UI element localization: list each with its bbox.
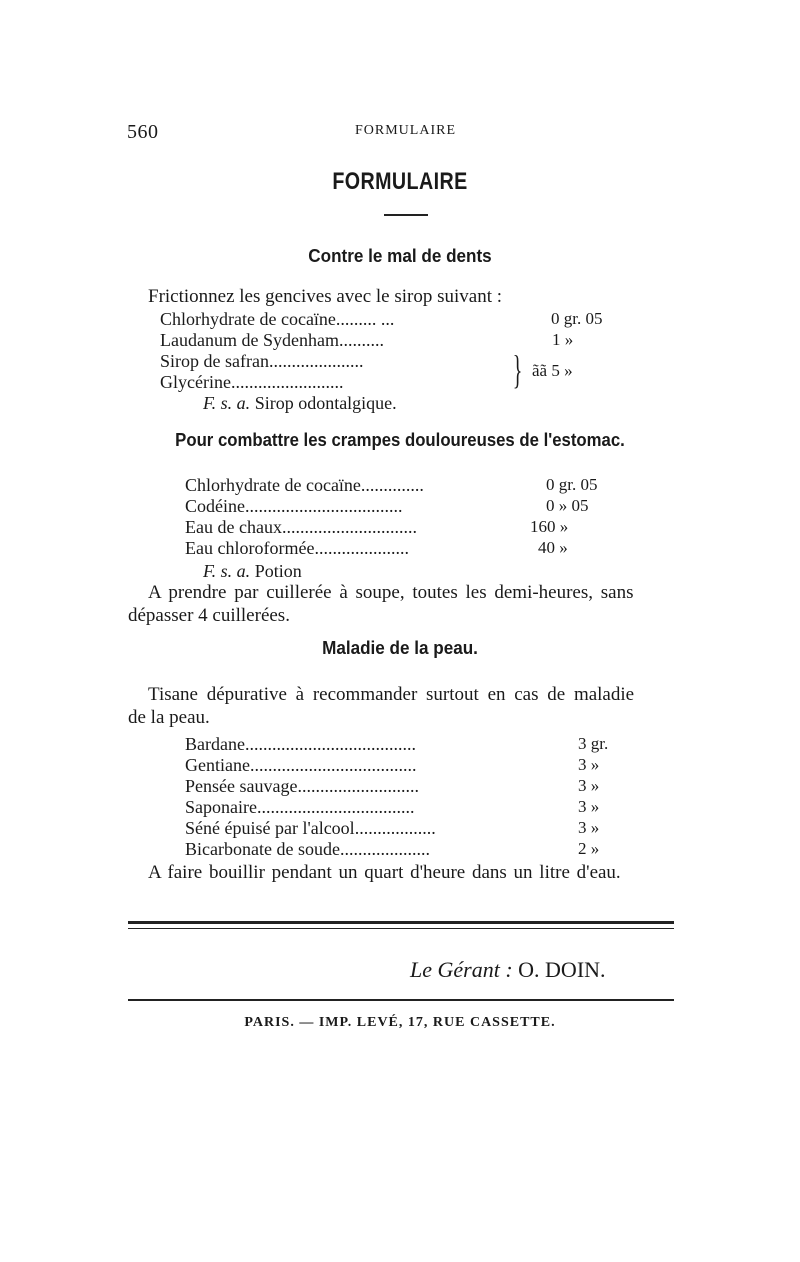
ingredient-name: Eau chloroformée [185,538,315,558]
leader-dots: .............. [360,475,424,495]
ingredient-row [185,797,414,818]
ingredient-qty: 40 » [538,538,568,557]
page-title: FORMULAIRE [332,168,468,195]
ingredient-row [160,330,384,351]
ingredient-name: Pensée sauvage [185,776,298,796]
ingredient-name: Glycérine [160,372,231,392]
ingredient-row [185,538,409,559]
ingredient-qty: 0 » 05 [546,496,589,515]
ingredient-qty: 2 » [578,839,600,858]
ingredient-qty: 160 » [530,517,569,536]
page-number: 560 [127,121,159,143]
leader-dots: ..................... [268,351,364,371]
ingredient-qty: 3 » [578,776,600,795]
instructions-line: A prendre par cuillerée à soupe, toutes les demi-heures, sans [148,582,634,603]
section-heading-toothache: Contre le mal de dents [308,246,492,266]
footnote-text: Potion [254,561,302,581]
footnote-prefix: F. s. a. [203,561,251,581]
leader-dots: ................................... [245,496,403,516]
ingredient-name: Chlorhydrate de cocaïne [185,475,361,495]
ingredient-row [185,734,416,755]
ingredient-row [185,517,417,538]
ingredient-qty: 3 » [578,755,600,774]
leader-dots: ...................................... [244,734,416,754]
leader-dots: .................... [339,839,430,859]
ingredient-row [185,818,436,839]
instructions-line: dépasser 4 cuillerées. [128,605,290,626]
section-intro: Tisane dépurative à recommander surtout en cas de maladie [148,684,635,705]
ingredient-name: Bicarbonate de soude [185,839,340,859]
leader-dots: .............................. [281,517,417,537]
title-rule [384,214,428,216]
ingredient-row [160,372,343,393]
ingredient-qty: 1 » [552,330,574,349]
running-title: FORMULAIRE [355,123,457,138]
leader-dots: .......... [338,330,384,350]
footnote-prefix: F. s. a. [203,393,251,413]
ingredient-qty: 3 » [578,818,600,837]
footnote [203,393,397,414]
shared-qty: ãã 5 » [532,361,573,380]
ingredient-row [185,475,424,496]
signature-label: Le Gérant : [410,957,513,982]
signature-name: O. DOIN. [518,957,606,982]
ingredient-name: Laudanum de Sydenham [160,330,339,350]
divider-rule [128,921,674,924]
section-heading-cramps: Pour combattre les crampes douloureuses de l'estomac. [175,430,625,450]
leader-dots: ..................................... [249,755,417,775]
leader-dots: ........................... [297,776,419,796]
leader-dots: ......................... [230,372,344,392]
ingredient-name: Saponaire [185,797,257,817]
footnote [203,561,302,582]
ingredient-qty: 0 gr. 05 [546,475,598,494]
ingredient-name: Séné épuisé par l'alcool [185,818,355,838]
divider-rule [128,928,674,929]
ingredient-row [185,839,430,860]
ingredient-name: Codéine [185,496,245,516]
ingredient-name: Bardane [185,734,245,754]
ingredient-row [185,755,416,776]
ingredient-row [160,351,363,372]
leader-dots: ................................... [256,797,415,817]
leader-dots: ......... ... [335,309,395,329]
ingredient-row [160,309,492,330]
closing-instruction: A faire bouillir pendant un quart d'heure dans un litre d'eau. [148,862,621,883]
section-intro: de la peau. [128,707,210,728]
ingredient-row [185,496,403,517]
ingredient-qty: 3 » [578,797,600,816]
section-heading-skin: Maladie de la peau. [322,638,478,658]
ingredient-qty: 0 gr. 05 [551,309,603,328]
section-intro: Frictionnez les gencives avec le sirop suivant : [148,286,503,307]
ingredient-name: Sirop de safran [160,351,269,371]
leader-dots: .................. [354,818,436,838]
brace: } [512,347,523,392]
signature [410,957,606,983]
ingredient-name: Eau de chaux [185,517,282,537]
ingredient-row [185,776,419,797]
printer-footer: PARIS. — IMP. LEVÉ, 17, RUE CASSETTE. [244,1015,556,1030]
ingredient-name: Chlorhydrate de cocaïne [160,309,336,329]
ingredient-qty: 3 gr. [578,734,609,753]
divider-rule [128,999,674,1001]
footnote-text: Sirop odontalgique. [254,393,397,413]
leader-dots: ..................... [314,538,409,558]
ingredient-name: Gentiane [185,755,250,775]
